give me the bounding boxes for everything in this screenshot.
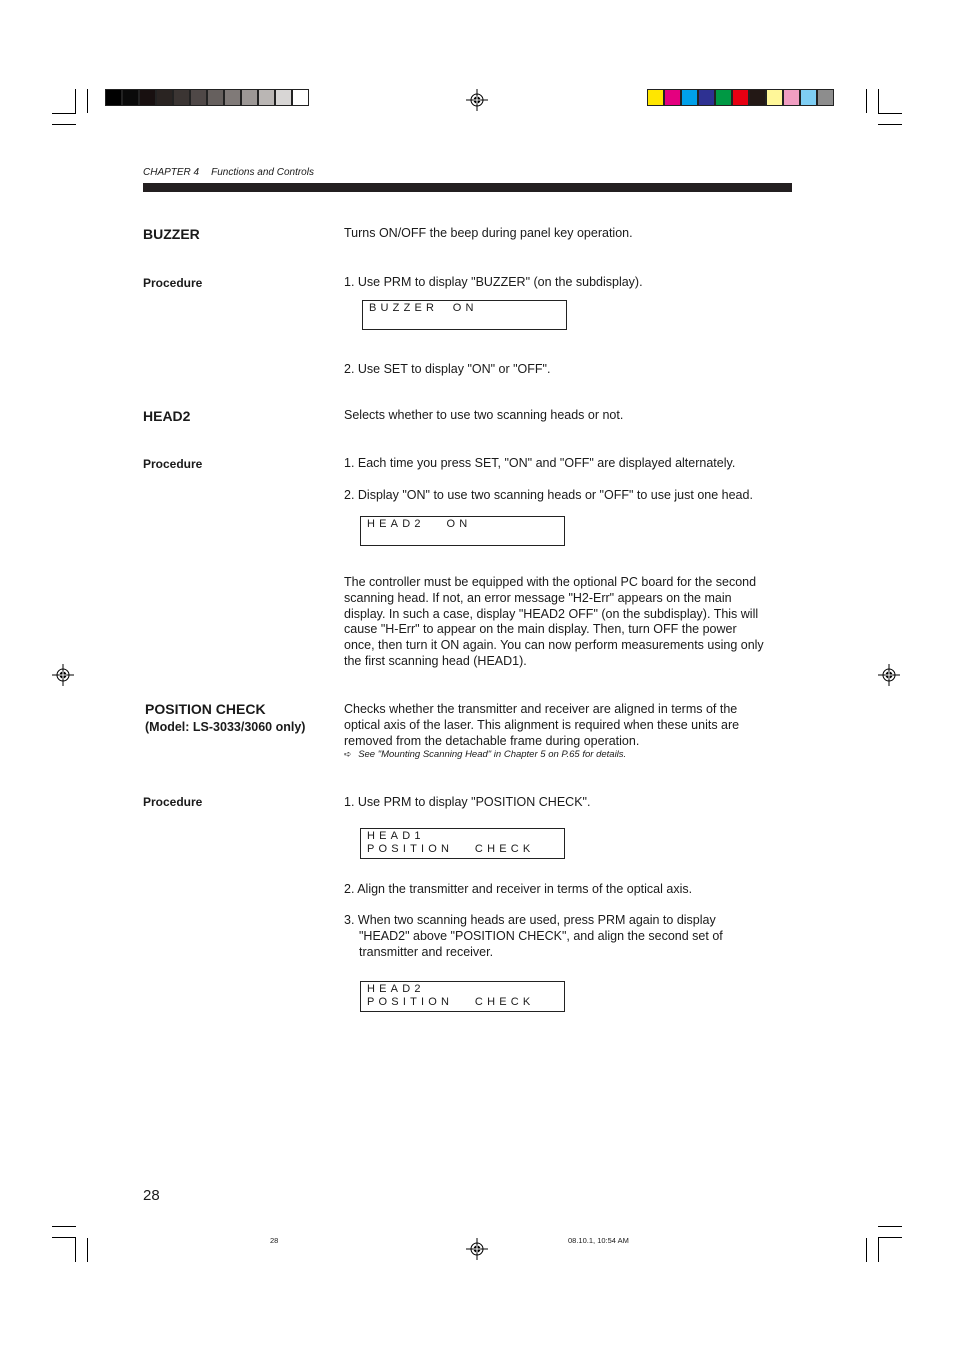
gray-swatch	[258, 89, 275, 106]
position-check-heading: POSITION CHECK	[145, 701, 266, 717]
head2-note	[344, 575, 794, 670]
gray-swatch	[156, 89, 173, 106]
buzzer-heading: BUZZER	[143, 226, 200, 242]
position-check-description	[344, 702, 794, 749]
header-rule	[143, 183, 792, 192]
buzzer-procedure-label: Procedure	[143, 276, 203, 290]
position-check-step-2: 2. Align the transmitter and receiver in terms of the optical axis.	[344, 882, 693, 896]
color-swatch	[749, 89, 766, 106]
color-swatch	[783, 89, 800, 106]
position-check-display-1	[360, 828, 565, 859]
gray-swatch	[105, 89, 122, 106]
reference-text: See "Mounting Scanning Head" in Chapter 5 on P.65 for details.	[358, 749, 627, 760]
buzzer-display	[362, 300, 567, 330]
step-3-line: transmitter and receiver.	[359, 944, 494, 959]
gray-color-bar	[105, 89, 309, 106]
page-number: 28	[143, 1187, 160, 1204]
step-3-line: "HEAD2" above "POSITION CHECK", and align the second set of	[359, 928, 723, 943]
step-3-line: 3. When two scanning heads are used, press PRM again to display	[344, 913, 716, 927]
color-swatch	[698, 89, 715, 106]
registration-mark-bottom	[466, 1238, 488, 1260]
gray-swatch	[275, 89, 292, 106]
head2-step-1: 1. Each time you press SET, "ON" and "OFF" are displayed alternately.	[344, 456, 736, 470]
color-swatch	[647, 89, 664, 106]
gray-swatch	[139, 89, 156, 106]
chapter-title: Functions and Controls	[211, 167, 314, 178]
head2-note-line: the first scanning head (HEAD1).	[344, 653, 527, 668]
head2-heading: HEAD2	[143, 408, 191, 424]
position-check-procedure-label: Procedure	[143, 795, 203, 809]
gray-swatch	[224, 89, 241, 106]
gray-swatch	[241, 89, 258, 106]
display-line: POSITION CHECK	[367, 996, 535, 1008]
slug-timestamp: 08.10.1, 10:54 AM	[568, 1236, 629, 1245]
color-swatch	[817, 89, 834, 106]
position-check-description-line: Checks whether the transmitter and receiver are aligned in terms of the	[344, 702, 738, 716]
reference-arrow-icon: ➪	[344, 749, 352, 759]
chapter-number: CHAPTER 4	[143, 167, 200, 178]
display-line: HEAD1	[367, 830, 425, 842]
registration-mark-left	[52, 664, 74, 686]
head2-note-line: scanning head. If not, an error message "H2-Err" appears on the main	[344, 590, 732, 605]
head2-note-line: display. In such a case, display "HEAD2 OFF" (on the subdisplay). This will	[344, 606, 759, 621]
head2-note-line: once, then turn it ON again. You can now perform measurements using only	[344, 638, 764, 653]
color-swatch	[800, 89, 817, 106]
gray-swatch	[190, 89, 207, 106]
gray-swatch	[122, 89, 139, 106]
gray-swatch	[173, 89, 190, 106]
position-check-description-line: optical axis of the laser. This alignment is required when these units are	[344, 717, 740, 732]
color-swatch	[715, 89, 732, 106]
buzzer-display-text: BUZZER ON	[369, 302, 478, 314]
process-color-bar	[647, 89, 834, 106]
buzzer-description: Turns ON/OFF the beep during panel key operation.	[344, 226, 633, 240]
color-swatch	[664, 89, 681, 106]
running-header	[143, 167, 314, 178]
slug-page-number: 28	[270, 1236, 279, 1245]
color-swatch	[732, 89, 749, 106]
position-check-display-2	[360, 981, 565, 1012]
position-check-step-1: 1. Use PRM to display "POSITION CHECK".	[344, 795, 591, 809]
display-line: HEAD2	[367, 983, 425, 995]
position-check-step-3	[344, 913, 794, 960]
buzzer-step-1: 1. Use PRM to display "BUZZER" (on the subdisplay).	[344, 275, 643, 289]
head2-procedure-label: Procedure	[143, 457, 203, 471]
head2-display-text: HEAD2 ON	[367, 518, 472, 530]
position-check-reference	[344, 749, 626, 760]
head2-display	[360, 516, 565, 546]
color-swatch	[681, 89, 698, 106]
registration-mark-top	[466, 89, 488, 111]
buzzer-step-2: 2. Use SET to display "ON" or "OFF".	[344, 362, 551, 376]
registration-mark-right	[878, 664, 900, 686]
head2-step-2: 2. Display "ON" to use two scanning heads or "OFF" to use just one head.	[344, 488, 753, 502]
gray-swatch	[207, 89, 224, 106]
head2-note-line: cause "H-Err" to appear on the main display. Then, turn OFF the power	[344, 622, 737, 637]
head2-description: Selects whether to use two scanning heads or not.	[344, 408, 624, 422]
position-check-description-line: removed from the detachable frame during operation.	[344, 733, 640, 748]
position-check-model-note: (Model: LS-3033/3060 only)	[145, 720, 306, 734]
gray-swatch	[292, 89, 309, 106]
display-line: POSITION CHECK	[367, 843, 535, 855]
head2-note-line: The controller must be equipped with the optional PC board for the second	[344, 575, 757, 589]
color-swatch	[766, 89, 783, 106]
